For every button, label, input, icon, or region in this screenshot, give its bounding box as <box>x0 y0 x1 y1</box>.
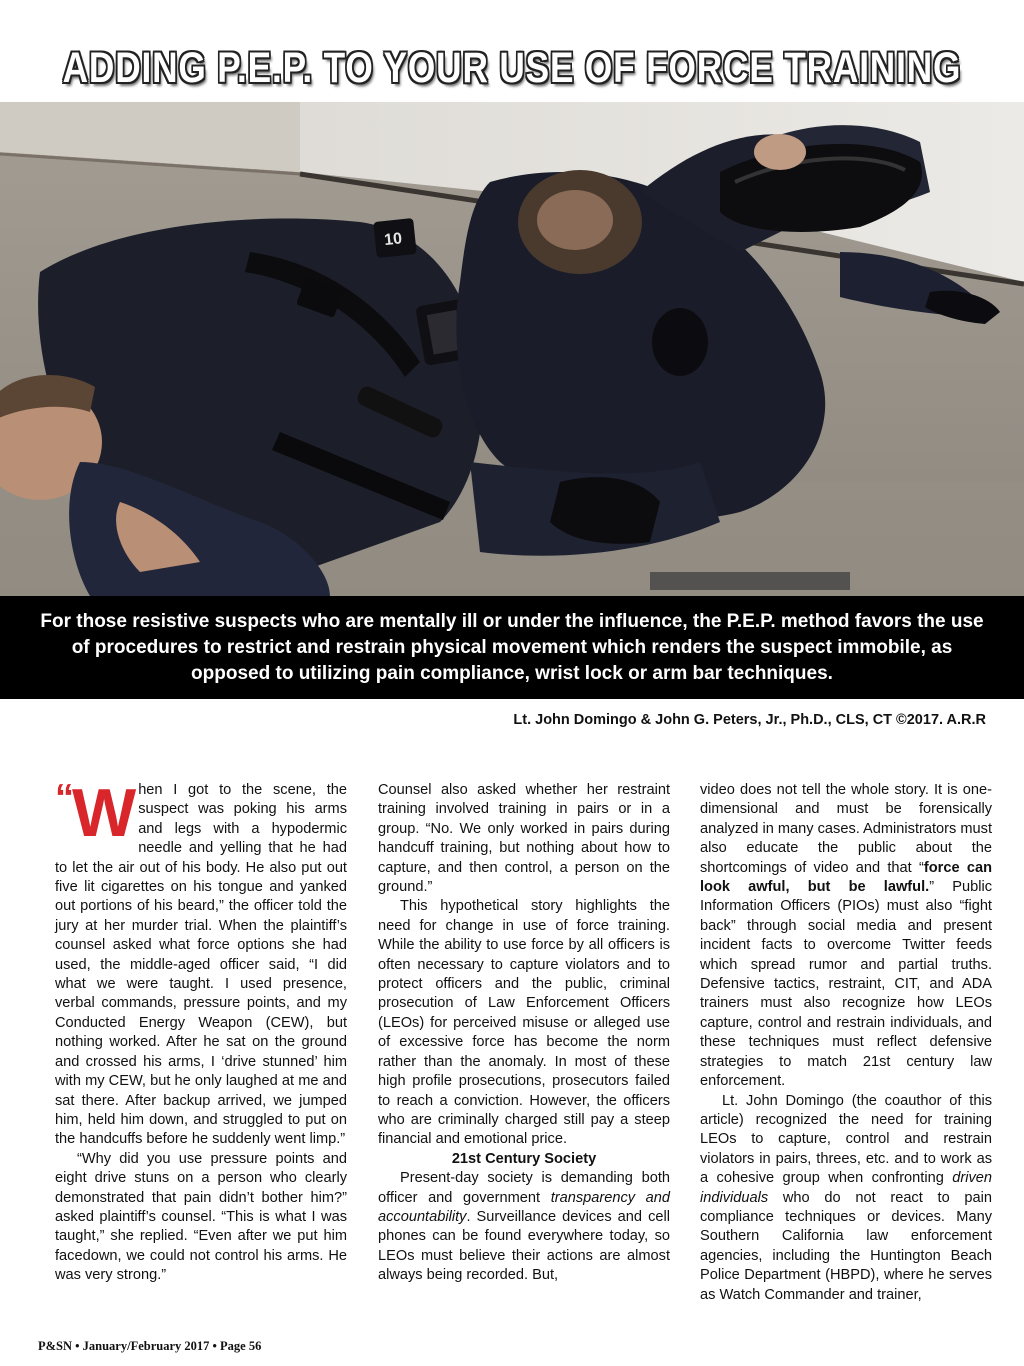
text-run: Lt. John Domingo (the coauthor of this article) recognized the need for training LEOs to capture, control and restrain violators in pairs, threes, etc. and to work as a cohesive group when confronting <box>700 1092 992 1187</box>
dropcap-letter: W <box>72 775 135 851</box>
text-run: who do not react to pain compliance techniques or devices. Many Southern California law enforcement agencies, including the Huntington Beach Police Department (HBPD), where he serves as Watch Commander and trainer, <box>700 1189 992 1303</box>
article-column-2 <box>378 781 670 1286</box>
paragraph: This hypothetical story highlights the need for change in use of force training. While the ability to use force by all officers is often necessary to capture violators and to protect officers and the public, criminal prosecution of Law Enforcement Officers (LEOs) for perceived misuse or alleged use of excessive force has become the norm rather than the anomaly. In most of these high profile prosecutions, prosecutors failed to reach a conviction. However, the officers who are criminally charged still pay a steep financial and emotional price. <box>378 898 670 1148</box>
page-footer: P&SN • January/February 2017 • Page 56 <box>38 1339 262 1353</box>
byline: Lt. John Domingo & John G. Peters, Jr., Ph.D., CLS, CT ©2017. A.R.R <box>513 712 986 728</box>
text-run: ” Public Information Officers (PIOs) must also “fight back” through social media and present incident facts to overcome Twitter feeds which spread rumor and partial truths. Defensive tactics, restraint, CIT, and ADA trainers must also recognize how LEOs capture, control and restrain individuals, and these techniques must reflect defensive strategies to match 21st century law enforcement. <box>700 879 992 1090</box>
dropcap-quote: “ <box>55 777 72 819</box>
paragraph <box>378 1169 670 1285</box>
paragraph: Counsel also asked whether her restraint training involved training in pairs or in a group. “No. We only worked in pairs during handcuff training, but nothing about how to capture, and then control, a person on the ground.” <box>378 782 670 896</box>
paragraph <box>700 781 992 1092</box>
section-subhead: 21st Century Society <box>451 1150 597 1167</box>
title-banner <box>0 34 1024 102</box>
photo-caption: For those resistive suspects who are mentally ill or under the influence, the P.E.P. method favors the use of procedures to restrict and restrain physical movement which renders the suspect immobile, as opposed to utilizing pain compliance, wrist lock or arm bar techniques. <box>40 610 984 684</box>
text-run: video does not tell the whole story. It is one-dimensional and must be forensically analyzed in many cases. Administrators must also educate the public about the shortcomings of video and that “ <box>700 782 992 876</box>
italic-run: driven individuals <box>700 1170 992 1206</box>
paragraph: “Why did you use pressure points and eight drive stuns on a person who clearly demonstrated that pain didn’t bother him?” asked plaintiff’s counsel. “This is what I was taught,” she replied. “Even after we put him facedown, we could not control his arms. He was very strong.” <box>55 1150 347 1284</box>
article-column-1 <box>55 775 347 1286</box>
bold-run: force can look awful, but be lawful. <box>700 859 993 896</box>
dropcap <box>55 775 135 851</box>
article-column-3 <box>700 781 992 1305</box>
article-photo <box>0 102 1024 596</box>
officers-restraint-photo <box>0 102 1024 596</box>
page-title: ADDING P.E.P. TO YOUR USE OF FORCE TRAINING <box>62 43 962 92</box>
photo-caption-box <box>0 596 1024 699</box>
text-run: . Surveillance devices and cell phones can be found everywhere today, so LEOs must believe their actions are almost always being recorded. But, <box>378 1208 670 1284</box>
italic-run: transparency and accountability <box>378 1189 670 1225</box>
patch-label: 10 <box>383 230 403 250</box>
paragraph: hen I got to the scene, the suspect was poking his arms and legs with a hypodermic needle and yelling that he had to let the air out of his body. He also put out five lit cigarettes on his tongue and yanked out portions of his beard,” the officer told the jury at her murder trial. When the plaintiff’s counsel asked what force options she had used, the middle-aged officer said, “I did what we were taught. I used presence, verbal commands, pressure points, and my Conducted Energy Weapon (CEW), but nothing worked. After he sat on the ground and crossed his arms, I ‘drive stunned’ him with my CEW, but he only laughed at me and sat there. After backup arrived, we jumped him, held him down, and struggled to put on the handcuffs before he suddenly went limp.” <box>55 782 347 1148</box>
text-run: Present-day society is demanding both officer and government <box>378 1170 670 1206</box>
paragraph <box>700 1092 992 1305</box>
